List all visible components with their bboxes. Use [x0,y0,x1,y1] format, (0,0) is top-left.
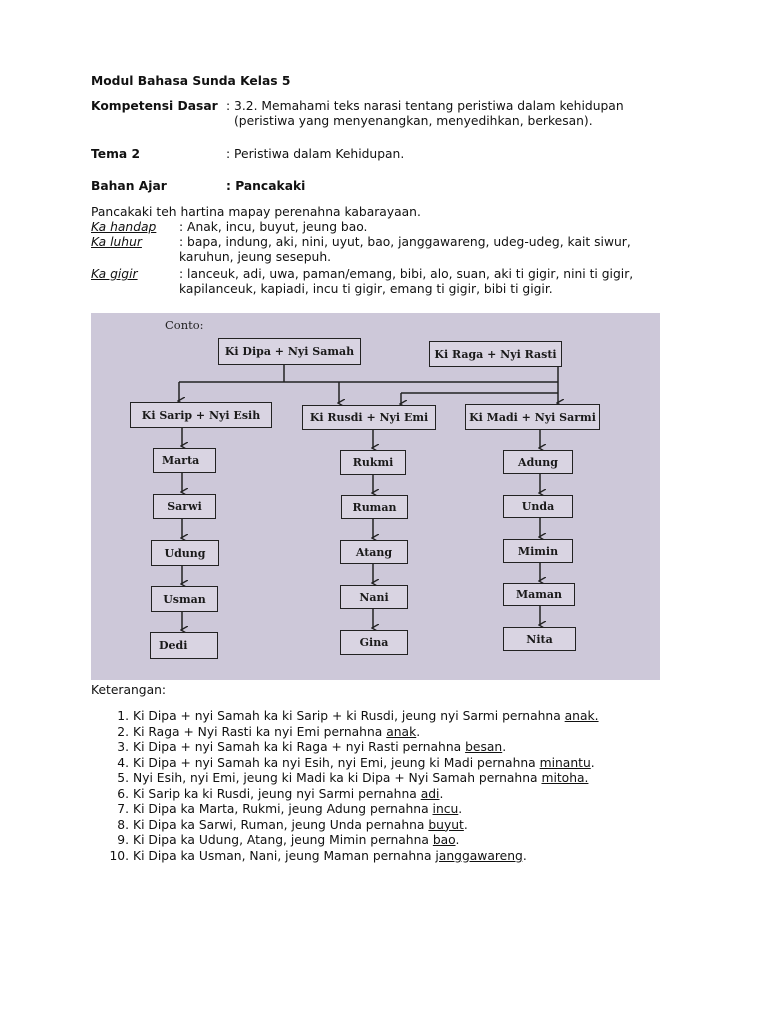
list-item-end: . [455,833,460,847]
parent-couple-box-left: Ki Dipa + Nyi Samah [218,338,361,365]
diagram-label: Conto: [165,318,204,332]
keterangan-label: Keterangan: [91,683,167,697]
list-item-number: 9. [117,833,129,847]
descendant-box-col1-gen4: Usman [151,586,218,612]
descendant-box-col2-gen5: Gina [340,630,408,655]
descendant-box-col3-gen4: Maman [503,583,575,606]
descendant-box-col2-gen3: Atang [340,540,408,564]
descendant-box-col1-gen1: Marta [153,448,216,473]
descendant-box-col3-gen5: Nita [503,627,576,651]
descendant-box-col2-gen1: Rukmi [340,450,406,475]
list-item-term: adi [420,786,440,801]
list-item [109,848,599,865]
ka-luhur-value-line2: karuhun, jeung sesepuh. [179,250,332,264]
descendant-box-col3-gen3: Mimin [503,539,573,563]
list-item-number: 3. [117,740,129,754]
list-item-term: anak [386,724,417,739]
ka-luhur-label: Ka luhur [91,235,142,249]
list-item-term: mitoha. [541,771,589,785]
list-item-number: 5. [117,771,129,785]
list-item-term: minantu [539,755,591,770]
list-item [117,786,599,803]
parent-couple-box-right: Ki Raga + Nyi Rasti [429,341,562,367]
list-item-text: Ki Dipa ka Marta, Rukmi, jeung Adung pernahna [133,802,433,816]
list-item-term: buyut [428,817,464,832]
list-item-end: . [416,724,421,739]
document-title: Modul Bahasa Sunda Kelas 5 [91,74,291,88]
list-item-end: . [502,740,507,754]
list-item-end: . [458,802,463,816]
descendant-box-col1-gen2: Sarwi [153,494,216,519]
list-item-number: 10. [109,848,129,863]
descendant-box-col3-gen2: Unda [503,495,573,518]
list-item-end: . [463,817,468,832]
list-item-text: Ki Dipa ka Udung, Atang, jeung Mimin pernahna [133,833,433,847]
kompetensi-value-line2: (peristiwa yang menyenangkan, menyedihkan, berkesan). [234,114,593,128]
pancakaki-definition: Pancakaki teh hartina mapay perenahna kabarayaan. [91,205,421,219]
ka-handap-label: Ka handap [91,220,157,234]
list-item-number: 6. [117,786,129,801]
descendant-box-col2-gen2: Ruman [341,495,408,519]
tema-value: : Peristiwa dalam Kehidupan. [226,147,405,161]
ka-gigir-value-line1: : lanceuk, adi, uwa, paman/emang, bibi, alo, suan, aki ti gigir, nini ti gigir, [179,267,634,281]
list-item-number: 8. [117,817,129,832]
list-item [117,771,599,787]
list-item-end: . [439,786,444,801]
list-item-number: 4. [117,755,129,770]
descendant-box-col3-gen1: Adung [503,450,573,474]
list-item-text: Nyi Esih, nyi Emi, jeung ki Madi ka ki Dipa + Nyi Samah pernahna [133,771,542,785]
family-tree-diagram [91,313,660,680]
list-item [117,817,599,834]
list-item [117,755,599,772]
descendant-box-col1-gen5: Dedi [150,632,218,659]
ka-luhur-value-line1: : bapa, indung, aki, nini, uyut, bao, janggawareng, udeg-udeg, kait siwur, [179,235,631,249]
list-item-text: Ki Dipa + nyi Samah ka ki Raga + nyi Rasti pernahna [133,740,466,754]
list-item-term: besan [465,740,503,754]
list-item-term: bao [432,833,456,847]
keterangan-list [109,709,599,864]
list-item [117,802,599,818]
list-item-term: incu [432,802,459,816]
list-item [117,709,599,725]
kompetensi-value-line1: : 3.2. Memahami teks narasi tentang peristiwa dalam kehidupan [226,99,624,113]
list-item-number: 1. [117,709,129,723]
list-item-end: . [590,755,595,770]
list-item [117,724,599,741]
child-couple-box-1: Ki Sarip + Nyi Esih [130,402,272,428]
bahan-value: : Pancakaki [226,179,306,193]
child-couple-box-2: Ki Rusdi + Nyi Emi [302,405,436,430]
ka-gigir-label: Ka gigir [91,267,138,281]
list-item-text: Ki Dipa + nyi Samah ka ki Sarip + ki Rusdi, jeung nyi Sarmi pernahna [133,709,565,723]
list-item-text: Ki Dipa ka Usman, Nani, jeung Maman pernahna [133,848,436,863]
descendant-box-col1-gen3: Udung [151,540,219,566]
list-item-number: 7. [117,802,129,816]
list-item-term: janggawareng [435,848,523,863]
ka-handap-value: : Anak, incu, buyut, jeung bao. [179,220,368,234]
list-item-text: Ki Sarip ka ki Rusdi, jeung nyi Sarmi pernahna [133,786,421,801]
tema-label: Tema 2 [91,147,141,161]
kompetensi-label: Kompetensi Dasar [91,99,218,113]
descendant-box-col2-gen4: Nani [340,585,408,609]
list-item [117,740,599,756]
list-item-number: 2. [117,724,129,739]
list-item-text: Ki Dipa + nyi Samah ka nyi Esih, nyi Emi, jeung ki Madi pernahna [133,755,540,770]
list-item-term: anak. [564,709,599,723]
list-item [117,833,599,849]
child-couple-box-3: Ki Madi + Nyi Sarmi [465,404,600,430]
list-item-text: Ki Raga + Nyi Rasti ka nyi Emi pernahna [133,724,387,739]
ka-gigir-value-line2: kapilanceuk, kapiadi, incu ti gigir, emang ti gigir, bibi ti gigir. [179,282,553,296]
list-item-text: Ki Dipa ka Sarwi, Ruman, jeung Unda pernahna [133,817,429,832]
list-item-end: . [522,848,527,863]
bahan-label: Bahan Ajar [91,179,167,193]
